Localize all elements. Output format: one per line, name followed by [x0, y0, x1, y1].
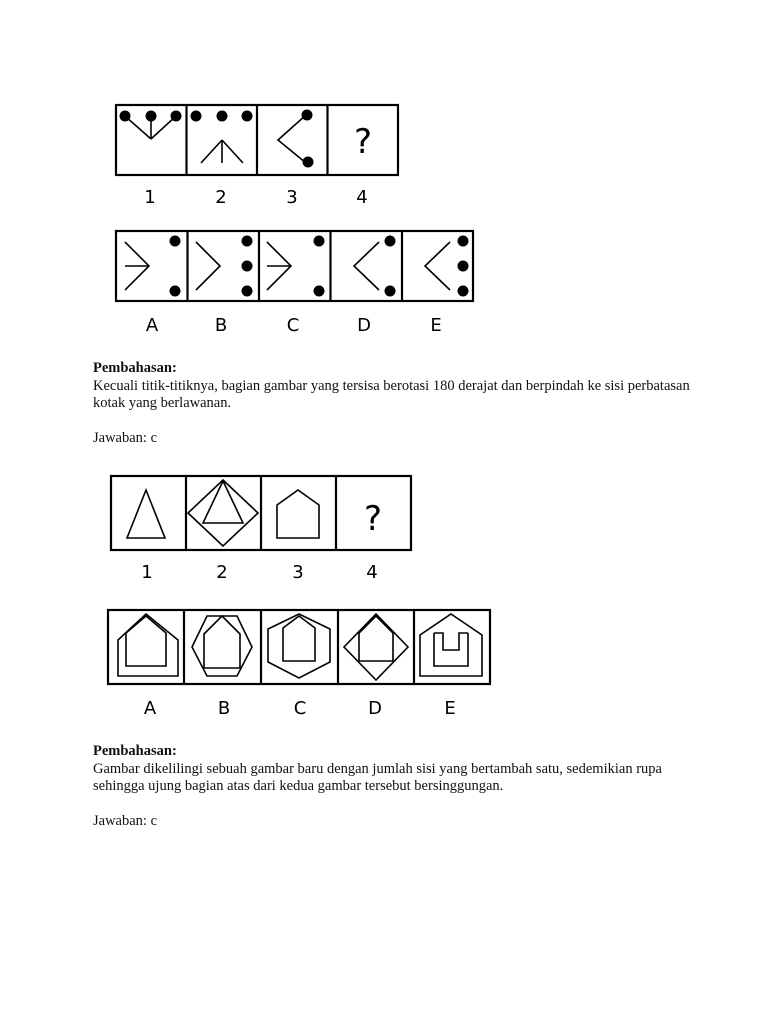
option-c[interactable]	[267, 236, 325, 297]
sequence-label-1: 1	[141, 562, 153, 583]
option-label-d: D	[357, 315, 371, 336]
option-label-c: C	[286, 315, 300, 336]
sequence-question-mark-2: ?	[363, 499, 383, 539]
option-label-b: B	[217, 698, 231, 719]
sequence-item-2	[188, 480, 258, 546]
option-label-c: C	[293, 698, 307, 719]
sequence-label-2: 2	[215, 187, 227, 208]
sequence-label-3: 3	[292, 562, 304, 583]
sequence-item-3	[277, 490, 319, 538]
sequence-item-1	[127, 490, 165, 538]
option-a[interactable]	[125, 236, 181, 297]
sequence-item-3	[278, 110, 314, 168]
option-a[interactable]	[118, 614, 178, 676]
option-b[interactable]	[196, 236, 253, 297]
sequence-item-1	[120, 111, 182, 140]
option-label-e: E	[444, 698, 456, 719]
puzzle-1-svg	[108, 95, 488, 345]
puzzle-2-svg	[100, 468, 500, 728]
option-e[interactable]	[420, 614, 482, 676]
sequence-label-1: 1	[144, 187, 156, 208]
sequence-label-3: 3	[286, 187, 298, 208]
option-label-b: B	[214, 315, 228, 336]
option-b[interactable]	[192, 616, 252, 676]
explanation-1-answer: Jawaban: c	[93, 429, 158, 446]
option-d[interactable]	[354, 236, 396, 297]
puzzle-1-figure	[108, 95, 488, 345]
option-e[interactable]	[425, 236, 469, 297]
option-d[interactable]	[344, 614, 408, 680]
option-label-a: A	[143, 698, 157, 719]
explanation-1-heading: Pembahasan:	[93, 360, 177, 376]
sequence-item-2	[191, 111, 253, 164]
option-label-e: E	[430, 315, 442, 336]
sequence-label-4: 4	[366, 562, 378, 583]
sequence-question-mark: ?	[353, 122, 373, 162]
explanation-2-heading: Pembahasan:	[93, 743, 177, 759]
puzzle-2-figure	[100, 468, 500, 728]
sequence-label-2: 2	[216, 562, 228, 583]
explanation-1-body: Kecuali titik-titiknya, bagian gambar yang tersisa berotasi 180 derajat dan berpindah ke sisi perbatasan kotak yang berlawanan.	[93, 377, 690, 411]
explanation-2	[93, 743, 693, 830]
sequence-label-4: 4	[356, 187, 368, 208]
explanation-2-body: Gambar dikelilingi sebuah gambar baru dengan jumlah sisi yang bertambah satu, sedemikian rupa sehingga ujung bagian atas dari kedua gambar tersebut bersinggungan.	[93, 760, 662, 794]
option-label-d: D	[368, 698, 382, 719]
explanation-2-answer: Jawaban: c	[93, 812, 158, 829]
explanation-1	[93, 360, 693, 447]
option-c[interactable]	[268, 614, 330, 678]
option-label-a: A	[145, 315, 159, 336]
